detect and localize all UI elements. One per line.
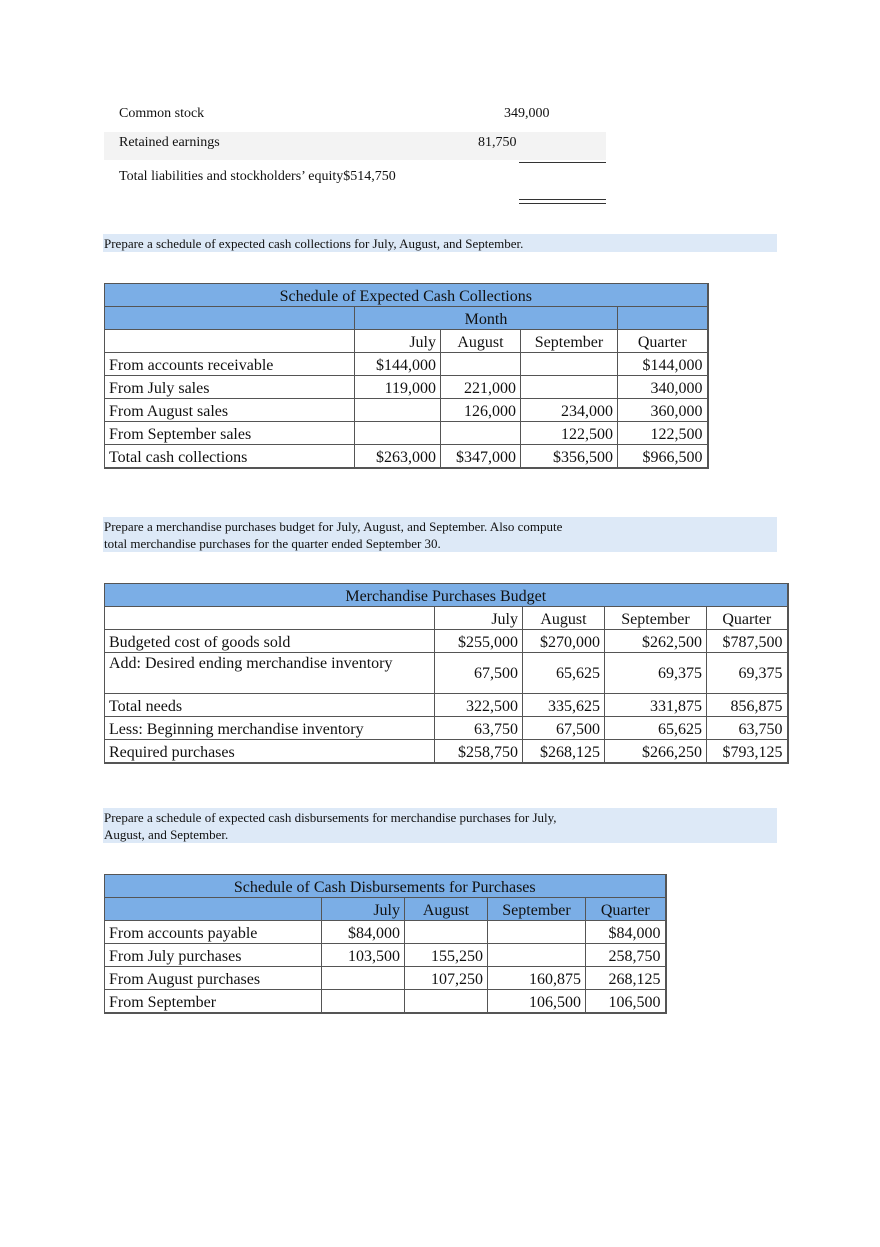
- cell-august: [405, 990, 488, 1013]
- cell-august: [441, 422, 521, 445]
- cell-july: $258,750: [435, 740, 523, 763]
- table-row: [105, 944, 666, 967]
- row-label: Add: Desired ending merchandise inventory: [105, 653, 435, 694]
- column-header-september: September: [488, 898, 586, 921]
- cell-september: 331,875: [605, 694, 707, 717]
- row-label: From accounts payable: [105, 921, 322, 944]
- cell-quarter: 340,000: [618, 376, 708, 399]
- cell-september: [521, 353, 618, 376]
- cell-quarter: 856,875: [707, 694, 788, 717]
- row-label: From July purchases: [105, 944, 322, 967]
- table-row-total: [105, 740, 788, 763]
- prompt-line: Prepare a schedule of expected cash disbursements for merchandise purchases for July,: [104, 810, 557, 825]
- cell-september: $266,250: [605, 740, 707, 763]
- cell-july: $84,000: [322, 921, 405, 944]
- cell-july: $263,000: [355, 445, 441, 468]
- table-row: [105, 990, 666, 1013]
- cell-september: [488, 921, 586, 944]
- cell-august: 335,625: [523, 694, 605, 717]
- column-header-august: August: [405, 898, 488, 921]
- table-row: [105, 921, 666, 944]
- cell-quarter: $966,500: [618, 445, 708, 468]
- cell-august: $347,000: [441, 445, 521, 468]
- prompt-line: total merchandise purchases for the quarter ended September 30.: [104, 536, 441, 551]
- cell-august: [441, 353, 521, 376]
- cell-august: [405, 921, 488, 944]
- cash-collections-table: [104, 283, 709, 469]
- cell-quarter: $793,125: [707, 740, 788, 763]
- column-header-september: September: [605, 607, 707, 630]
- cell-september: 65,625: [605, 717, 707, 740]
- cell-july: $144,000: [355, 353, 441, 376]
- prompt-cash-collections: Prepare a schedule of expected cash collections for July, August, and September.: [103, 234, 777, 252]
- cell-quarter: $84,000: [586, 921, 666, 944]
- row-label: Total cash collections: [105, 445, 355, 468]
- cell-august: $268,125: [523, 740, 605, 763]
- total-double-underline: [519, 199, 606, 204]
- cell-july: $255,000: [435, 630, 523, 653]
- cell-july: [322, 967, 405, 990]
- column-header-quarter: Quarter: [586, 898, 666, 921]
- cell-quarter: 106,500: [586, 990, 666, 1013]
- cell-august: 155,250: [405, 944, 488, 967]
- cell-july: 103,500: [322, 944, 405, 967]
- cell-quarter: 63,750: [707, 717, 788, 740]
- table-title: Schedule of Expected Cash Collections: [105, 284, 708, 307]
- table-row: [105, 967, 666, 990]
- cell-september: $262,500: [605, 630, 707, 653]
- balance-label: Total liabilities and stockholders’ equity$514,750: [119, 169, 396, 184]
- cell-august: 65,625: [523, 653, 605, 694]
- cell-july: 67,500: [435, 653, 523, 694]
- column-header-july: July: [435, 607, 523, 630]
- table-title: Schedule of Cash Disbursements for Purchases: [105, 875, 666, 898]
- cell-september: 234,000: [521, 399, 618, 422]
- prompt-cash-disbursements: [103, 808, 777, 843]
- prompt-line: Prepare a merchandise purchases budget for July, August, and September. Also compute: [104, 519, 563, 534]
- cash-disbursements-table: [104, 874, 667, 1014]
- column-header-july: July: [355, 330, 441, 353]
- row-label: From July sales: [105, 376, 355, 399]
- table-title: Merchandise Purchases Budget: [105, 584, 788, 607]
- table-row: [105, 399, 708, 422]
- prompt-line: August, and September.: [104, 827, 229, 842]
- cell-quarter: $787,500: [707, 630, 788, 653]
- column-header-september: September: [521, 330, 618, 353]
- column-header-quarter: Quarter: [618, 330, 708, 353]
- column-header-august: August: [523, 607, 605, 630]
- table-row-total: [105, 445, 708, 468]
- cell-july: [322, 990, 405, 1013]
- cell-quarter: 69,375: [707, 653, 788, 694]
- column-header-july: July: [322, 898, 405, 921]
- cell-quarter: 268,125: [586, 967, 666, 990]
- balance-total-value: $514,750: [343, 169, 396, 184]
- cell-august: 107,250: [405, 967, 488, 990]
- table-row: [105, 353, 708, 376]
- row-label: Total needs: [105, 694, 435, 717]
- cell-july: [355, 422, 441, 445]
- cell-september: $356,500: [521, 445, 618, 468]
- row-label: Required purchases: [105, 740, 435, 763]
- row-label: Less: Beginning merchandise inventory: [105, 717, 435, 740]
- row-label: From August purchases: [105, 967, 322, 990]
- cell-quarter: $144,000: [618, 353, 708, 376]
- cell-september: [521, 376, 618, 399]
- row-label: From accounts receivable: [105, 353, 355, 376]
- cell-august: 126,000: [441, 399, 521, 422]
- balance-value: 349,000: [504, 106, 550, 121]
- table-row: [105, 717, 788, 740]
- cell-august: 67,500: [523, 717, 605, 740]
- table-row: [105, 630, 788, 653]
- balance-row-retained-earnings: [104, 132, 606, 160]
- column-header-quarter: Quarter: [707, 607, 788, 630]
- balance-label: Retained earnings: [119, 135, 220, 150]
- balance-row-common-stock: [104, 100, 606, 128]
- cell-september: 160,875: [488, 967, 586, 990]
- cell-quarter: 258,750: [586, 944, 666, 967]
- table-row: [105, 376, 708, 399]
- cell-august: 221,000: [441, 376, 521, 399]
- row-label: From August sales: [105, 399, 355, 422]
- cell-july: [355, 399, 441, 422]
- prompt-purchases-budget: [103, 517, 777, 552]
- column-header-august: August: [441, 330, 521, 353]
- balance-row-total: [104, 163, 606, 191]
- cell-july: 63,750: [435, 717, 523, 740]
- row-label: From September: [105, 990, 322, 1013]
- cell-september: [488, 944, 586, 967]
- balance-value: 81,750: [478, 135, 517, 150]
- table-row: [105, 694, 788, 717]
- cell-july: 322,500: [435, 694, 523, 717]
- table-row: [105, 653, 788, 694]
- row-label: Budgeted cost of goods sold: [105, 630, 435, 653]
- cell-quarter: 360,000: [618, 399, 708, 422]
- cell-september: 122,500: [521, 422, 618, 445]
- table-row: [105, 422, 708, 445]
- row-label: From September sales: [105, 422, 355, 445]
- month-header: Month: [355, 307, 618, 330]
- balance-label: Common stock: [119, 106, 205, 121]
- cell-september: 69,375: [605, 653, 707, 694]
- purchases-budget-table: [104, 583, 789, 764]
- cell-august: $270,000: [523, 630, 605, 653]
- cell-quarter: 122,500: [618, 422, 708, 445]
- cell-september: 106,500: [488, 990, 586, 1013]
- cell-july: 119,000: [355, 376, 441, 399]
